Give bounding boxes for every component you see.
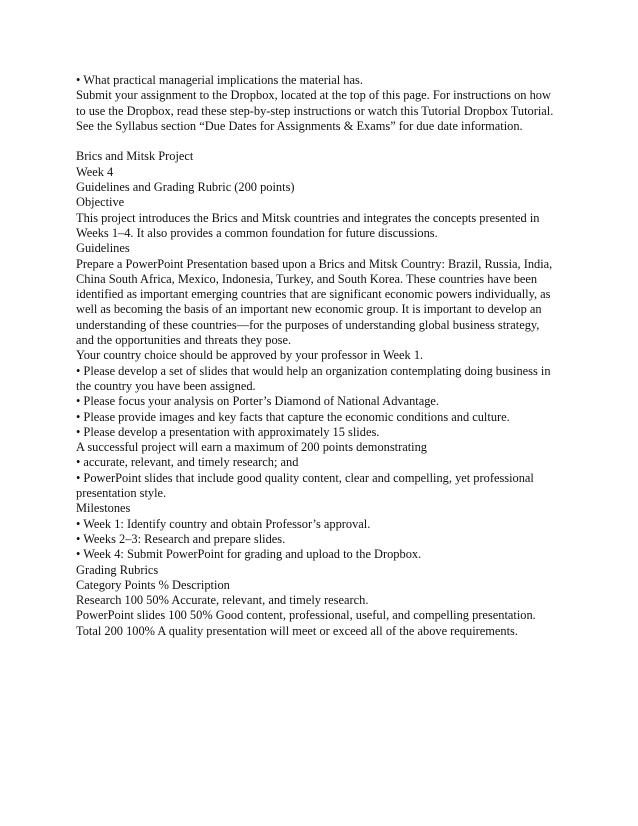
guidelines-text: Prepare a PowerPoint Presentation based upon a Brics and Mitsk Country: Brazil, Russia, India, bbox=[76, 256, 553, 271]
project-subtitle: Guidelines and Grading Rubric (200 points) bbox=[76, 180, 295, 195]
milestone-item: • Week 4: Submit PowerPoint for grading and upload to the Dropbox. bbox=[76, 547, 422, 562]
document-body bbox=[76, 73, 576, 639]
syllabus-due-dates-line: See the Syllabus section “Due Dates for Assignments & Exams” for due date information. bbox=[76, 118, 523, 133]
intro-section bbox=[76, 73, 576, 134]
project-section bbox=[76, 149, 576, 639]
guidelines-heading: Guidelines bbox=[76, 241, 130, 256]
guideline-bullet: • Please develop a presentation with approximately 15 slides. bbox=[76, 424, 380, 439]
guideline-bullet: • Please develop a set of slides that would help an organization contemplating doing business in bbox=[76, 363, 551, 378]
success-criteria-bullet: • PowerPoint slides that include good quality content, clear and compelling, yet professional bbox=[76, 470, 534, 485]
country-choice-note: Your country choice should be approved by your professor in Week 1. bbox=[76, 348, 424, 363]
objective-text: This project introduces the Brics and Mitsk countries and integrates the concepts presented in bbox=[76, 210, 540, 225]
milestone-item: • Week 1: Identify country and obtain Professor’s approval. bbox=[76, 516, 371, 531]
project-title: Brics and Mitsk Project bbox=[76, 149, 194, 164]
guidelines-text: understanding of these countries—for the purposes of understanding global business strategy, bbox=[76, 317, 540, 332]
project-week: Week 4 bbox=[76, 164, 114, 179]
milestones-heading: Milestones bbox=[76, 501, 131, 516]
grading-rubrics-heading: Grading Rubrics bbox=[76, 562, 159, 577]
submission-instructions-line-1: Submit your assignment to the Dropbox, located at the top of this page. For instructions on how bbox=[76, 88, 551, 103]
guidelines-text: well as becoming the basis of an important new economic group. It is important to develop an bbox=[76, 302, 542, 317]
guidelines-text: and the opportunities and threats they pose. bbox=[76, 333, 292, 348]
guideline-bullet-continuation: the country you have been assigned. bbox=[76, 378, 256, 393]
success-criteria-bullet: • accurate, relevant, and timely research; and bbox=[76, 455, 299, 470]
milestone-item: • Weeks 2–3: Research and prepare slides. bbox=[76, 531, 286, 546]
guideline-bullet: • Please focus your analysis on Porter’s Diamond of National Advantage. bbox=[76, 394, 440, 409]
guidelines-text: identified as important emerging countries that are significant economic powers individually, as bbox=[76, 287, 551, 302]
rubric-row: Research 100 50% Accurate, relevant, and timely research. bbox=[76, 593, 369, 608]
submission-instructions-line-2: to use the Dropbox, read these step-by-step instructions or watch this Tutorial Dropbox Tutorial. bbox=[76, 103, 554, 118]
rubric-row: PowerPoint slides 100 50% Good content, professional, useful, and compelling presentation. bbox=[76, 608, 536, 623]
rubric-total-row: Total 200 100% A quality presentation will meet or exceed all of the above requirements. bbox=[76, 623, 518, 638]
guideline-bullet: • Please provide images and key facts that capture the economic conditions and culture. bbox=[76, 409, 510, 424]
objective-heading: Objective bbox=[76, 195, 125, 210]
objective-text: Weeks 1–4. It also provides a common foundation for future discussions. bbox=[76, 225, 438, 240]
rubric-header-row: Category Points % Description bbox=[76, 577, 230, 592]
success-criteria-intro: A successful project will earn a maximum of 200 points demonstrating bbox=[76, 440, 427, 455]
guidelines-text: China South Africa, Mexico, Indonesia, Turkey, and South Korea. These countries have been bbox=[76, 271, 538, 286]
paragraph-gap bbox=[76, 134, 576, 149]
success-criteria-bullet-continuation: presentation style. bbox=[76, 486, 167, 501]
bullet-managerial-implications: • What practical managerial implications the material has. bbox=[76, 73, 363, 87]
